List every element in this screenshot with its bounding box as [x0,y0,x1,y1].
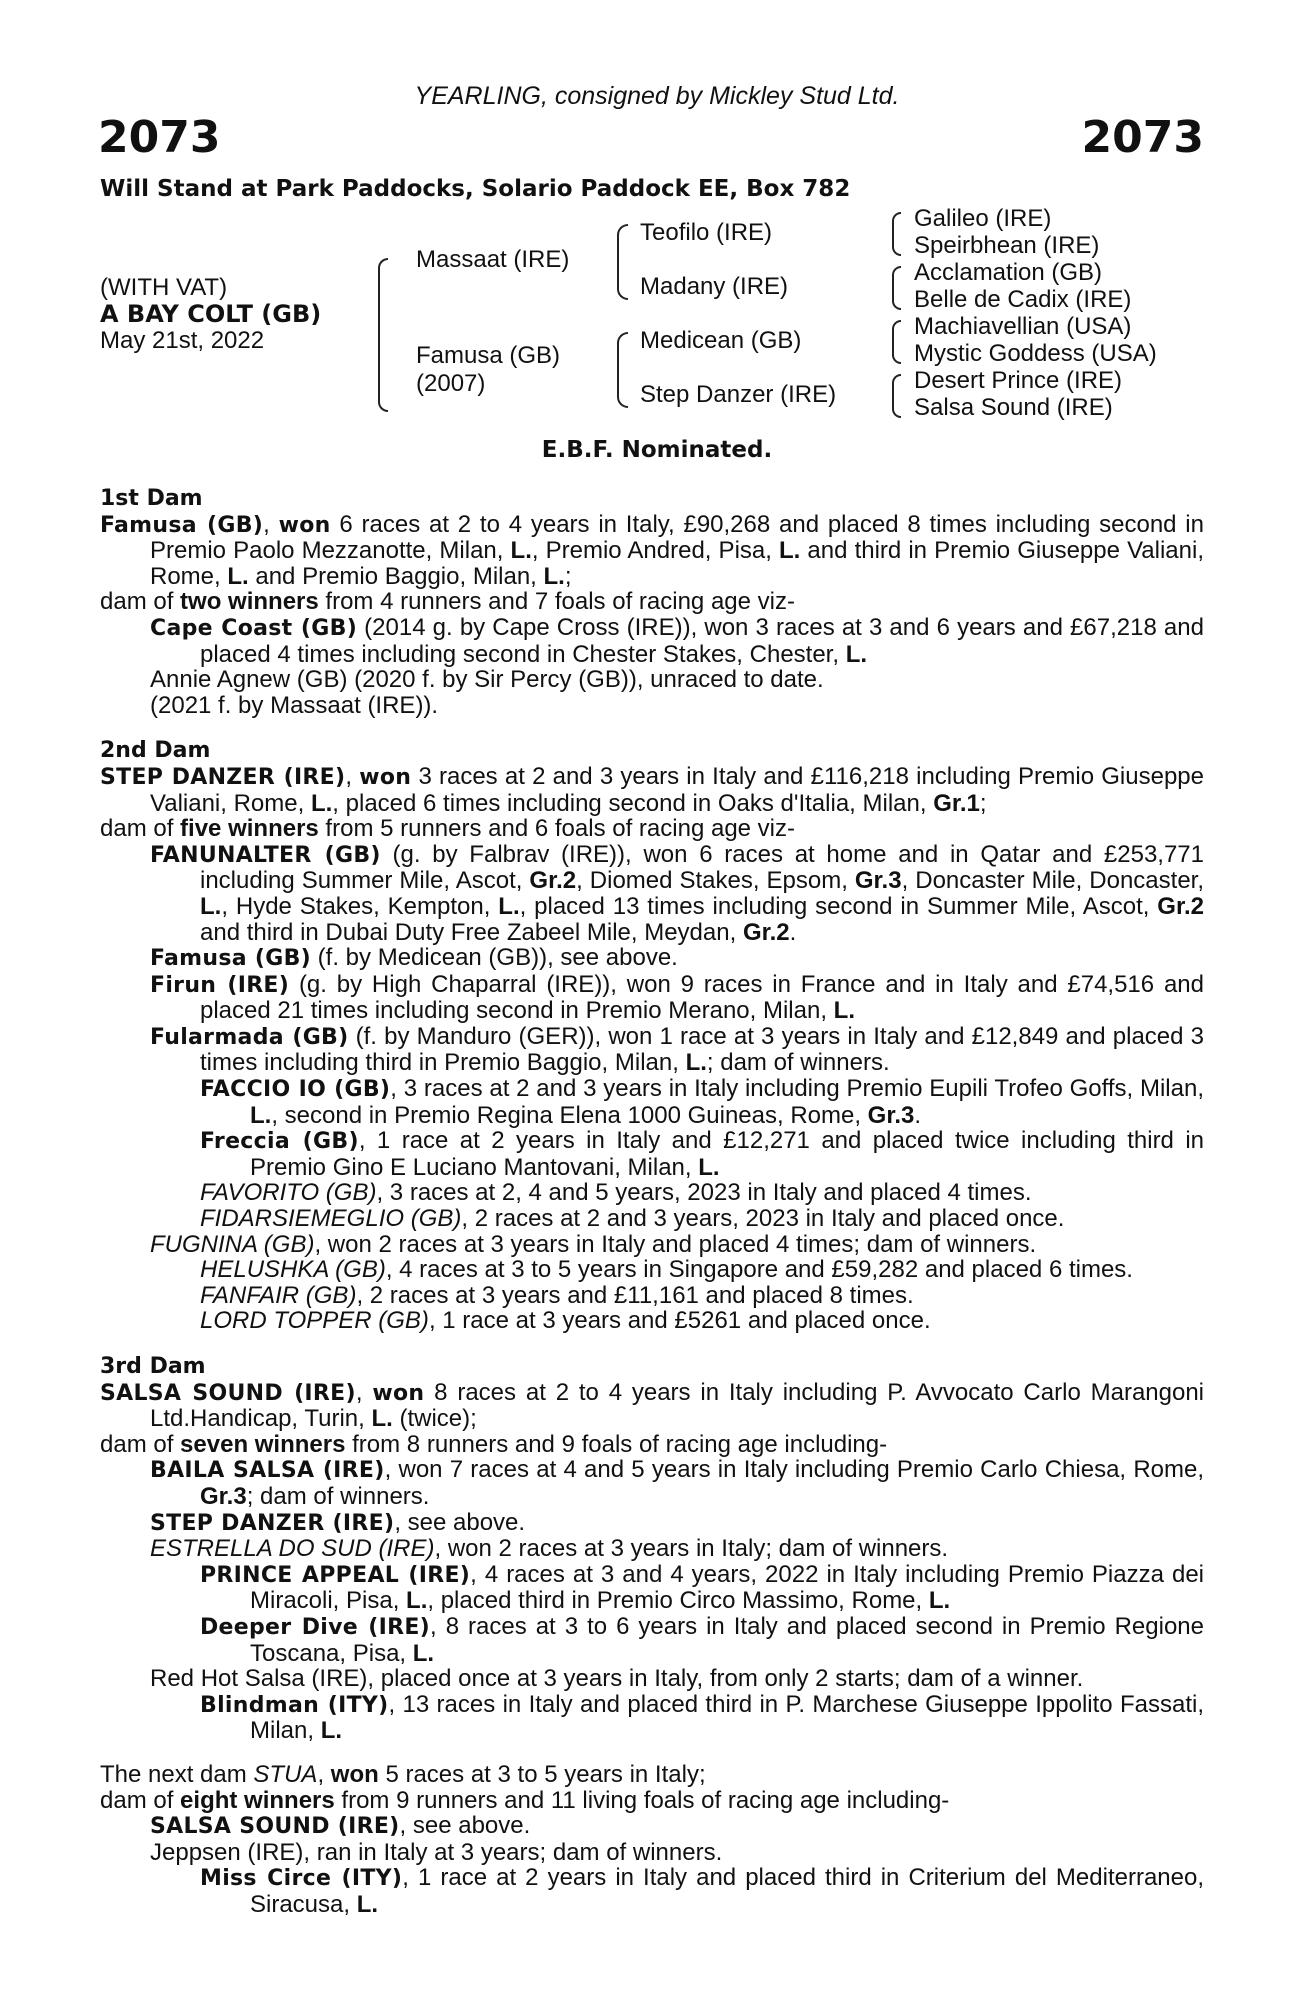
ds-dam: Mystic Goddess (USA) [914,340,1157,367]
next-dam-produce-summary: dam of eight winners from 9 runners and 11 living foals of racing age including- [100,1786,950,1814]
sire-dam: Madany (IRE) [640,273,789,300]
progeny-red-hot-salsa: Red Hot Salsa (IRE), placed once at 3 years in Italy, from only 2 starts; dam of a winner. [150,1665,1084,1693]
second-dam-produce-summary: dam of five winners from 5 runners and 6 foals of racing age viz- [100,815,796,843]
dam-dam: Step Danzer (IRE) [640,381,837,408]
catalogue-body [100,486,1204,1917]
pedigree-brace-ss [892,212,901,256]
first-dam-entry: Famusa (GB), won 6 races at 2 to 4 years in Italy, £90,268 and placed 8 times including second in Premio Paolo Mezzanotte, Milan, L., Premio Andred, Pisa, L. and third in Premio Giuseppe Valiani, Rome, L. and Premio Baggio, Milan, L.; [100,510,1205,590]
dd-sire: Desert Prince (IRE) [914,367,1123,394]
ss-sire: Galileo (IRE) [914,205,1052,232]
progeny-miss-circe: Miss Circe (ITY), 1 race at 2 years in Italy and placed third in Criterium del Mediterraneo, Siracusa, L. [200,1864,1204,1918]
pedigree-brace-sire [617,224,628,300]
progeny-fanfair: FANFAIR (GB), 2 races at 3 years and £11,161 and placed 8 times. [200,1281,914,1309]
vat-note: (WITH VAT) [100,274,228,301]
stand-location: Will Stand at Park Paddocks, Solario Paddock EE, Box 782 [100,176,851,202]
next-dam-entry: The next dam STUA, won 5 races at 3 to 5 years in Italy; [100,1760,706,1788]
progeny-jeppsen: Jeppsen (IRE), ran in Italy at 3 years; dam of winners. [150,1838,723,1866]
progeny-cape-coast: Cape Coast (GB) (2014 g. by Cape Cross (IRE)), won 3 races at 3 and 6 years and £67,218 and placed 4 times including second in Chester Stakes, Chester, L. [150,613,1204,668]
progeny-lord-topper: LORD TOPPER (GB), 1 race at 3 years and £5261 and placed once. [200,1307,931,1335]
progeny-blindman: Blindman (ITY), 13 races in Italy and placed third in P. Marchese Giuseppe Ippolito Fassati, Milan, L. [200,1690,1204,1745]
ds-sire: Machiavellian (USA) [914,313,1132,340]
ss-dam: Speirbhean (IRE) [914,232,1100,259]
ebf-nomination: E.B.F. Nominated. [541,437,773,463]
progeny-step-danzer: STEP DANZER (IRE), see above. [150,1508,526,1536]
progeny-faccio-io: FACCIO IO (GB), 3 races at 2 and 3 years in Italy including Premio Eupili Trofeo Goffs, Milan, L., second in Premio Regina Elena 1000 Guineas, Rome, Gr.3. [200,1075,1204,1129]
section-heading-1st-dam: 1st Dam [100,486,203,511]
progeny-favorito: FAVORITO (GB), 3 races at 2, 4 and 5 years, 2023 in Italy and placed 4 times. [200,1179,1032,1207]
pedigree-brace-sd [892,266,901,310]
sd-sire: Acclamation (GB) [914,259,1103,286]
progeny-helushka: HELUSHKA (GB), 4 races at 3 to 5 years in Singapore and £59,282 and placed 6 times. [200,1256,1133,1284]
first-dam-produce-summary: dam of two winners from 4 runners and 7 foals of racing age viz- [100,588,795,616]
second-dam-entry: STEP DANZER (IRE), won 3 races at 2 and 3 years in Italy and £116,218 including Premio Giuseppe Valiani, Rome, L., placed 6 times including second in Oaks d'Italia, Milan, Gr.1; [100,762,1204,817]
horse-name: A BAY COLT (GB) [100,300,322,328]
sd-dam: Belle de Cadix (IRE) [914,286,1132,313]
third-dam-produce-summary: dam of seven winners from 8 runners and 9 foals of racing age including- [100,1430,888,1458]
progeny-2021-filly: (2021 f. by Massaat (IRE)). [150,691,439,719]
progeny-estrella-do-sud: ESTRELLA DO SUD (IRE), won 2 races at 3 years in Italy; dam of winners. [150,1535,949,1563]
consignment-line: YEARLING, consigned by Mickley Stud Ltd. [414,82,900,110]
progeny-freccia: Freccia (GB), 1 race at 2 years in Italy and £12,271 and placed twice including third in Premio Gino E Luciano Mantovani, Milan, L. [200,1127,1205,1181]
pedigree-brace-main [378,258,388,412]
lot-number-right: 2073 [1081,112,1204,163]
progeny-fularmada: Fularmada (GB) (f. by Manduro (GER)), won 1 race at 3 years in Italy and £12,849 and placed 3 times including third in Premio Baggio, Milan, L.; dam of winners. [150,1022,1204,1077]
progeny-fanunalter: FANUNALTER (GB) (g. by Falbrav (IRE)), won 6 races at home and in Qatar and £253,771 including Summer Mile, Ascot, Gr.2, Diomed Stakes, Epsom, Gr.3, Doncaster Mile, Doncaster, L., Hyde Stakes, Kempton, L., placed 13 times including second in Summer Mile, Ascot, Gr.2 and third in Dubai Duty Free Zabeel Mile, Meydan, Gr.2. [150,840,1205,946]
progeny-famusa: Famusa (GB) (f. by Medicean (GB)), see above. [150,944,678,972]
dam-year: (2007) [416,370,486,397]
dam: Famusa (GB) [416,342,561,369]
progeny-prince-appeal: PRINCE APPEAL (IRE), 4 races at 3 and 4 years, 2022 in Italy including Premio Piazza dei Miracoli, Pisa, L., placed third in Premio Circo Massimo, Rome, L. [200,1560,1204,1615]
pedigree-brace-dam [617,332,628,408]
pedigree-brace-ds [892,320,901,364]
lot-number-left: 2073 [98,112,221,163]
progeny-fidarsiemeglio: FIDARSIEMEGLIO (GB), 2 races at 2 and 3 years, 2023 in Italy and placed once. [200,1205,1065,1233]
progeny-baila-salsa: BAILA SALSA (IRE), won 7 races at 4 and 5 years in Italy including Premio Carlo Chiesa, Rome, Gr.3; dam of winners. [150,1456,1205,1510]
third-dam-entry: SALSA SOUND (IRE), won 8 races at 2 to 4 years in Italy including P. Avvocato Carlo Marangoni Ltd.Handicap, Turin, L. (twice); [100,1378,1205,1433]
progeny-deeper-dive: Deeper Dive (IRE), 8 races at 3 to 6 years in Italy and placed second in Premio Regione Toscana, Pisa, L. [200,1612,1205,1667]
sire-sire: Teofilo (IRE) [640,219,773,246]
section-heading-2nd-dam: 2nd Dam [100,738,211,764]
sire: Massaat (IRE) [416,246,570,273]
section-heading-3rd-dam: 3rd Dam [100,1354,206,1379]
progeny-salsa-sound: SALSA SOUND (IRE), see above. [150,1812,531,1840]
progeny-annie-agnew: Annie Agnew (GB) (2020 f. by Sir Percy (GB)), unraced to date. [150,666,824,694]
foaling-date: May 21st, 2022 [100,327,265,354]
dd-dam: Salsa Sound (IRE) [914,394,1113,421]
dam-sire: Medicean (GB) [640,327,802,354]
progeny-fugnina: FUGNINA (GB), won 2 races at 3 years in Italy and placed 4 times; dam of winners. [150,1230,1037,1258]
progeny-firun: Firun (IRE) (g. by High Chaparral (IRE)), won 9 races in France and in Italy and £74,516 and placed 21 times including second in Premio Merano, Milan, L. [150,970,1204,1025]
pedigree-brace-dd [892,374,901,418]
